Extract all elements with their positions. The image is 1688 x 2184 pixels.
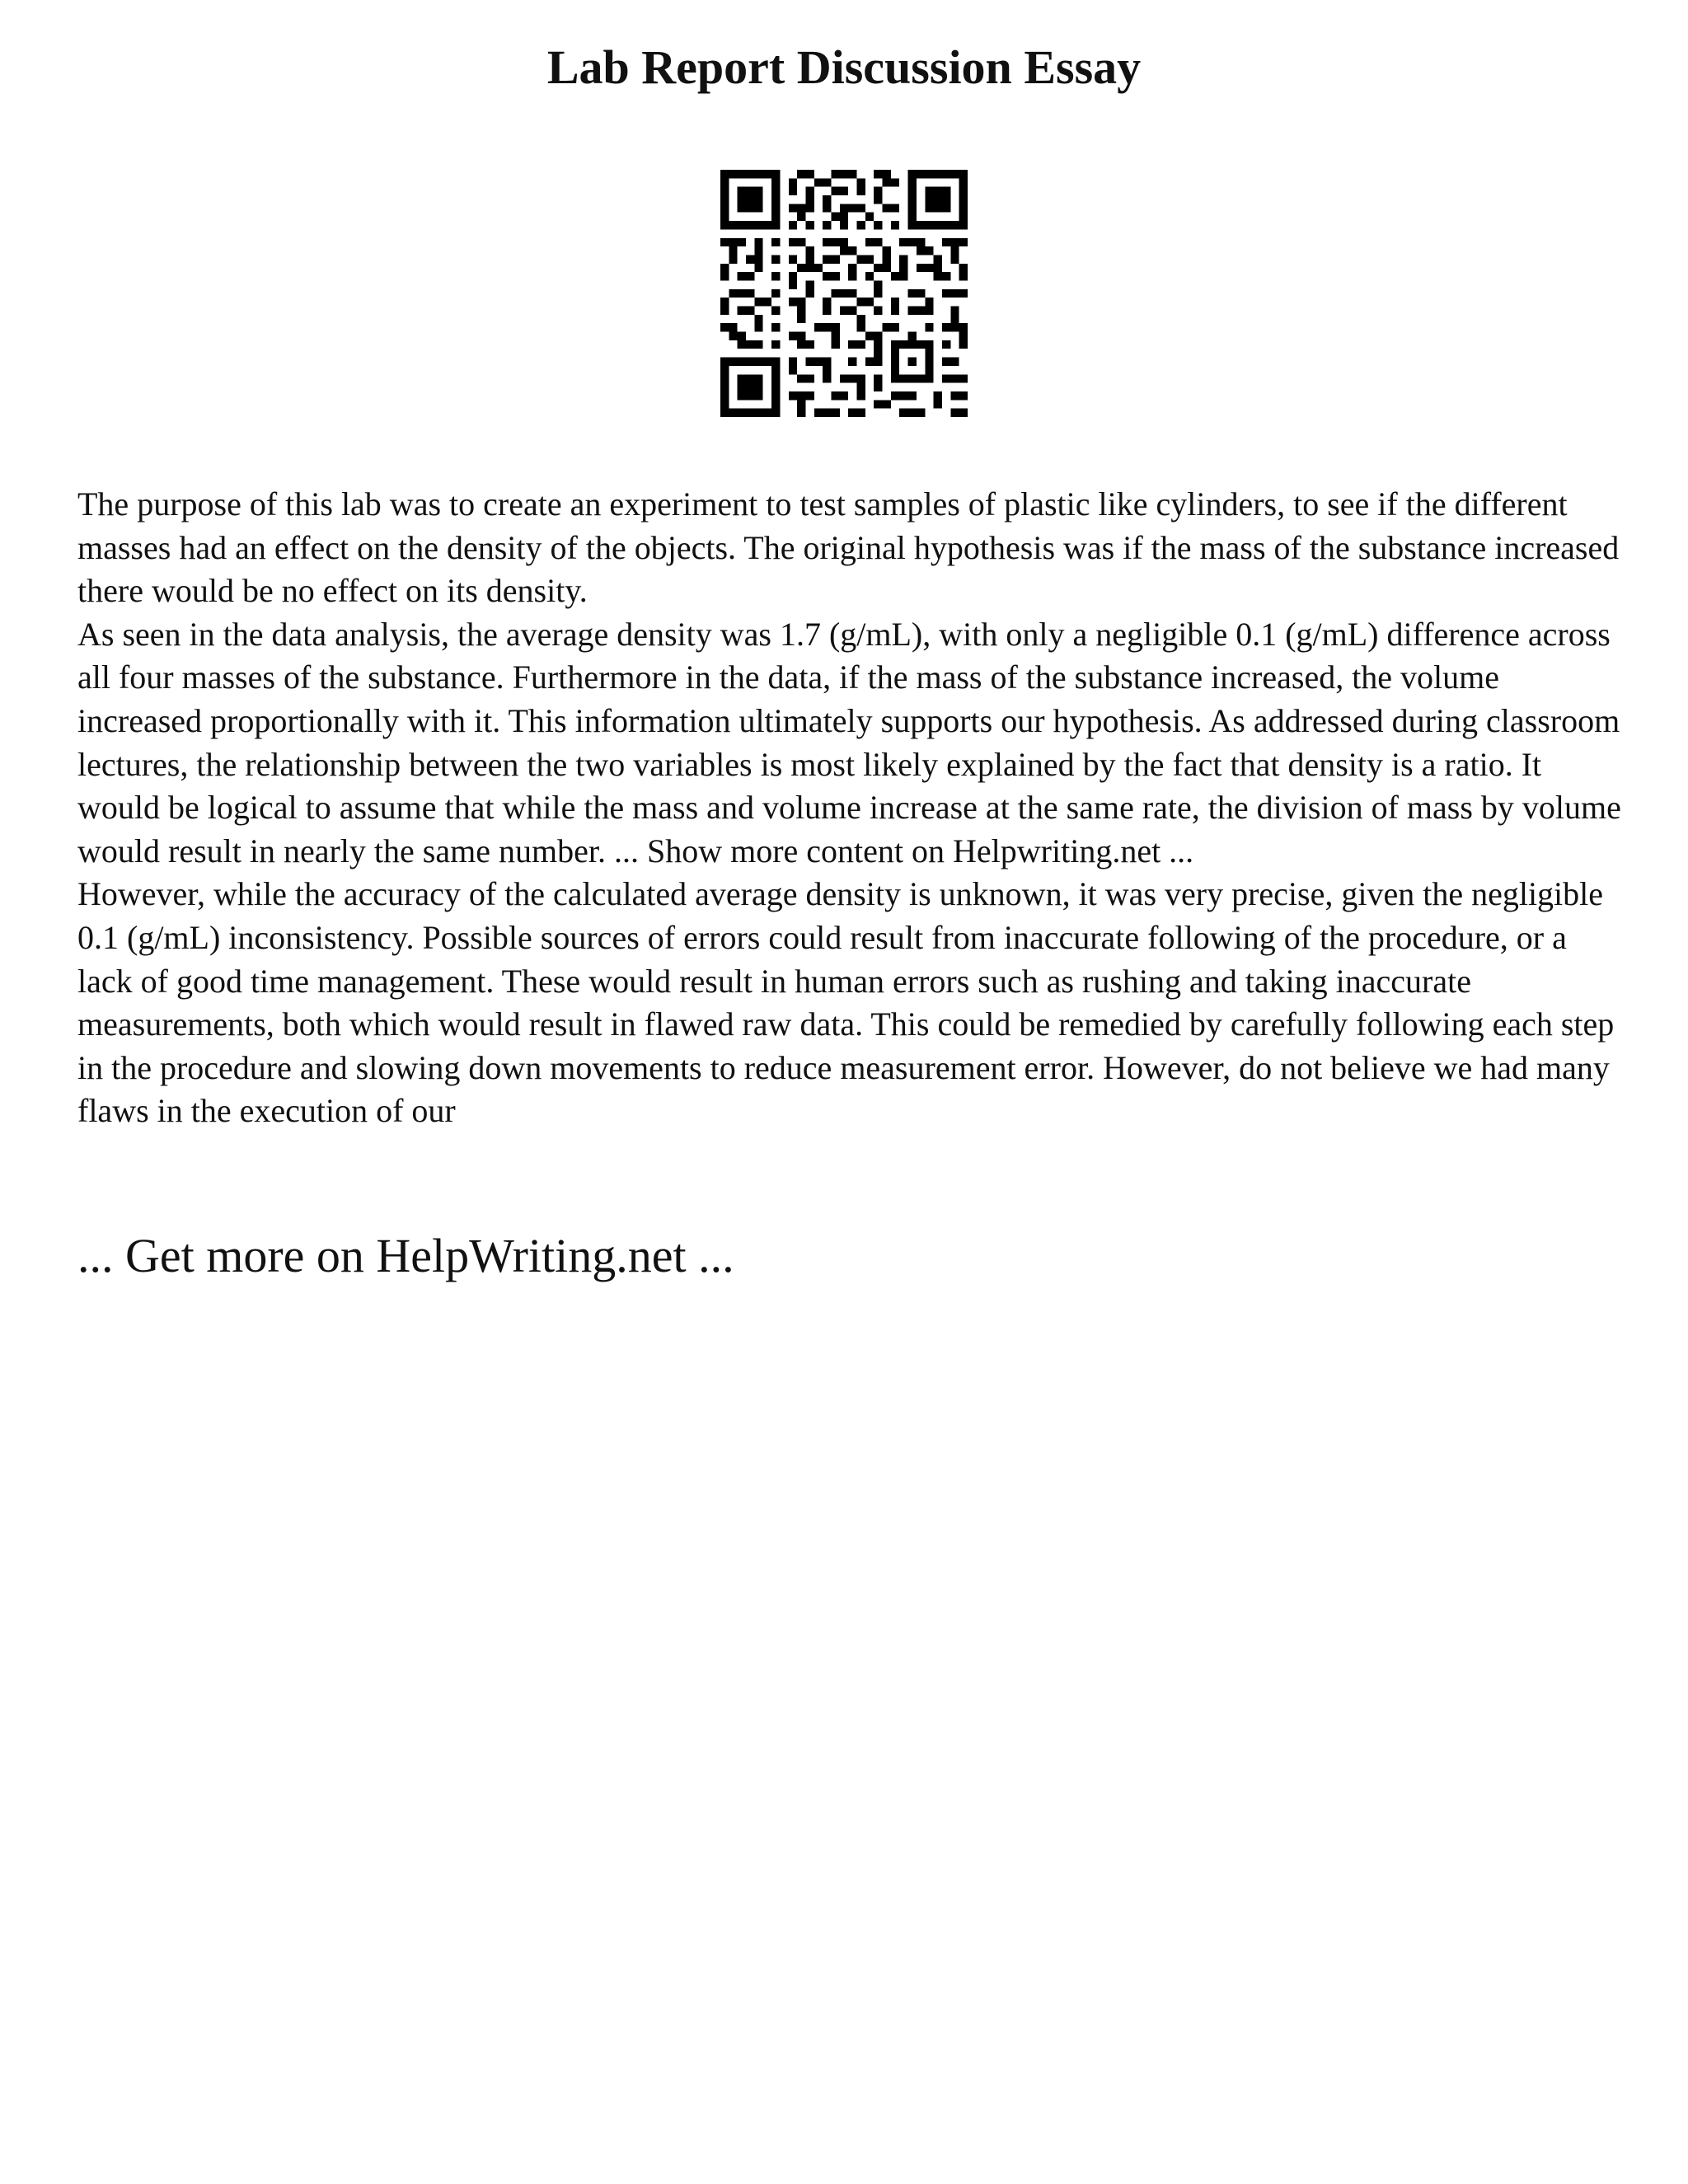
essay-paragraph: As seen in the data analysis, the average density was 1.7 (g/mL), with only a negligible 0.1 (g/mL) difference across all four masses of the substance. Furthermore in the data, if the mass of the substance increased, the volume increased proportionally with it. This information ultimately supports our hypothesis. As addressed during classroom lectures, the relationship between the two variables is most likely explained by the fact that density is a ratio. It would be logical to assume that while the mass and volume increase at the same rate, the division of mass by volume would result in nearly the same number. ... Show more content on Helpwriting.net ... [77, 615, 1621, 869]
qr-code-icon [720, 170, 968, 417]
essay-body [77, 483, 1627, 1133]
essay-paragraph: However, while the accuracy of the calculated average density is unknown, it was very precise, given the negligible 0.1 (g/mL) inconsistency. Possible sources of errors could result from inaccurate following of the procedure, or a lack of good time management. These would result in human errors such as rushing and taking inaccurate measurements, both which would result in flawed raw data. This could be remedied by carefully following each step in the procedure and slowing down movements to reduce measurement error. However, do not believe we had many flaws in the execution of our [77, 875, 1615, 1130]
essay-paragraph: The purpose of this lab was to create an experiment to test samples of plastic like cylinders, to see if the different masses had an effect on the density of the objects. The original hypothesis was if the mass of the substance increased there would be no effect on its density. [77, 485, 1620, 610]
document-title: Lab Report Discussion Essay [546, 40, 1142, 94]
get-more-link[interactable]: ... Get more on HelpWriting.net ... [77, 1229, 734, 1282]
